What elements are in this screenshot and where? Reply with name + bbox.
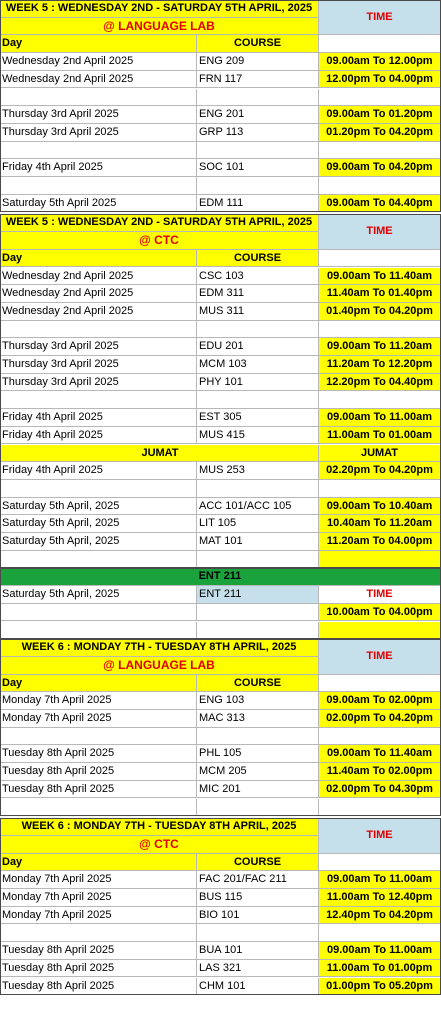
exam-row [0, 427, 441, 445]
day-cell: Saturday 5th April 2025 [0, 195, 197, 213]
empty-cell [319, 35, 441, 53]
day-cell: Thursday 3rd April 2025 [0, 374, 197, 392]
empty-cell [319, 622, 441, 640]
exam-row [0, 781, 441, 799]
exam-row [0, 303, 441, 321]
empty-cell [0, 799, 197, 817]
time-cell: 09.00am To 11.20am [319, 338, 441, 356]
time-cell: 02.20pm To 04.20pm [319, 462, 441, 480]
exam-row [0, 159, 441, 177]
time-cell: 11.40am To 01.40pm [319, 285, 441, 303]
empty-cell [0, 142, 197, 160]
day-cell: Thursday 3rd April 2025 [0, 338, 197, 356]
day-cell: Thursday 3rd April 2025 [0, 124, 197, 142]
day-cell: Tuesday 8th April 2025 [0, 960, 197, 978]
time-cell: 11.00am To 12.40pm [319, 889, 441, 907]
empty-cell [319, 89, 441, 107]
venue-label: @ LANGUAGE LAB [0, 657, 319, 675]
day-cell: Thursday 3rd April 2025 [0, 106, 197, 124]
day-cell: Monday 7th April 2025 [0, 692, 197, 710]
time-cell: 11.20am To 04.00pm [319, 533, 441, 551]
day-cell: Wednesday 2nd April 2025 [0, 71, 197, 89]
time-cell: 01.00pm To 05.20pm [319, 978, 441, 996]
empty-cell [197, 177, 319, 195]
time-cell: 09.00am To 10.40am [319, 498, 441, 516]
course-cell: BIO 101 [197, 907, 319, 925]
ent-blank-row [0, 622, 441, 640]
empty-cell [197, 728, 319, 746]
column-header-row [0, 854, 441, 872]
exam-row [0, 409, 441, 427]
blank-row [0, 89, 441, 107]
empty-cell [319, 551, 441, 569]
day-cell: Saturday 5th April, 2025 [0, 515, 197, 533]
empty-cell [0, 924, 197, 942]
empty-cell [197, 799, 319, 817]
course-cell: MIC 201 [197, 781, 319, 799]
day-cell: Thursday 3rd April 2025 [0, 356, 197, 374]
empty-cell [319, 924, 441, 942]
blank-row [0, 142, 441, 160]
time-cell: 11.00am To 01.00pm [319, 960, 441, 978]
ent-time-cell: 10.00am To 04.00pm [319, 604, 441, 622]
time-cell: 09.00am To 11.40am [319, 745, 441, 763]
course-cell: MUS 253 [197, 462, 319, 480]
course-cell: CHM 101 [197, 978, 319, 996]
day-cell: Wednesday 2nd April 2025 [0, 285, 197, 303]
time-cell: 01.20pm To 04.20pm [319, 124, 441, 142]
empty-cell [319, 391, 441, 409]
day-cell: Monday 7th April 2025 [0, 889, 197, 907]
exam-row [0, 195, 441, 213]
day-cell: Tuesday 8th April 2025 [0, 978, 197, 996]
time-cell: 10.40am To 11.20am [319, 515, 441, 533]
empty-cell [197, 142, 319, 160]
blank-row [0, 177, 441, 195]
exam-row [0, 710, 441, 728]
ent-exam-row [0, 586, 441, 604]
blank-row [0, 391, 441, 409]
exam-row [0, 71, 441, 89]
blank-row [0, 551, 441, 569]
time-cell: 11.20am To 12.20pm [319, 356, 441, 374]
day-cell: Friday 4th April 2025 [0, 462, 197, 480]
time-column-header: TIME [319, 214, 441, 249]
day-cell: Saturday 5th April, 2025 [0, 533, 197, 551]
course-column-header: COURSE [197, 854, 319, 872]
course-cell: GRP 113 [197, 124, 319, 142]
course-cell: ACC 101/ACC 105 [197, 498, 319, 516]
empty-cell [197, 480, 319, 498]
course-cell: MCM 205 [197, 763, 319, 781]
day-column-header: Day [0, 675, 197, 693]
time-cell: 09.00am To 04.20pm [319, 159, 441, 177]
empty-cell [0, 89, 197, 107]
time-cell: 09.00am To 04.40pm [319, 195, 441, 213]
course-column-header: COURSE [197, 675, 319, 693]
exam-row [0, 745, 441, 763]
column-header-row [0, 675, 441, 693]
week-title: WEEK 6 : MONDAY 7TH - TUESDAY 8TH APRIL, 2025 [0, 818, 319, 836]
time-cell: 09.00am To 02.00pm [319, 692, 441, 710]
ent-course-cell: ENT 211 [197, 586, 319, 604]
empty-cell [197, 604, 319, 622]
ent-time-row [0, 604, 441, 622]
course-cell: LAS 321 [197, 960, 319, 978]
course-cell: MUS 415 [197, 427, 319, 445]
time-cell: 09.00am To 12.00pm [319, 53, 441, 71]
jumat-row [0, 445, 441, 463]
empty-cell [197, 321, 319, 339]
exam-row [0, 515, 441, 533]
empty-cell [319, 142, 441, 160]
day-cell: Tuesday 8th April 2025 [0, 781, 197, 799]
time-column-header: TIME [319, 639, 441, 674]
week-title: WEEK 5 : WEDNESDAY 2ND - SATURDAY 5TH APRIL, 2025 [0, 0, 319, 18]
course-cell: PHL 105 [197, 745, 319, 763]
venue-label: @ LANGUAGE LAB [0, 18, 319, 36]
course-column-header: COURSE [197, 250, 319, 268]
course-cell: MAC 313 [197, 710, 319, 728]
time-column-header: TIME [319, 0, 441, 35]
day-cell: Tuesday 8th April 2025 [0, 745, 197, 763]
ent-day-cell: Saturday 5th April, 2025 [0, 586, 197, 604]
time-cell: 12.00pm To 04.00pm [319, 71, 441, 89]
day-cell: Saturday 5th April, 2025 [0, 498, 197, 516]
exam-row [0, 871, 441, 889]
day-cell: Monday 7th April 2025 [0, 871, 197, 889]
time-cell: 09.00am To 11.00am [319, 871, 441, 889]
blank-row [0, 924, 441, 942]
exam-row [0, 338, 441, 356]
day-cell: Tuesday 8th April 2025 [0, 763, 197, 781]
time-cell: 11.40am To 02.00pm [319, 763, 441, 781]
course-cell: EDU 201 [197, 338, 319, 356]
empty-cell [319, 321, 441, 339]
exam-row [0, 124, 441, 142]
course-cell: FAC 201/FAC 211 [197, 871, 319, 889]
time-cell: 02.00pm To 04.30pm [319, 781, 441, 799]
exam-row [0, 960, 441, 978]
exam-row [0, 462, 441, 480]
day-cell: Friday 4th April 2025 [0, 159, 197, 177]
empty-cell [319, 250, 441, 268]
time-cell: 09.00am To 11.00am [319, 409, 441, 427]
time-column-header: TIME [319, 818, 441, 853]
exam-row [0, 53, 441, 71]
course-cell: EDM 111 [197, 195, 319, 213]
day-cell: Friday 4th April 2025 [0, 409, 197, 427]
blank-row [0, 321, 441, 339]
course-cell: ENG 103 [197, 692, 319, 710]
day-cell: Monday 7th April 2025 [0, 710, 197, 728]
course-cell: LIT 105 [197, 515, 319, 533]
ent-title-row [0, 568, 441, 586]
course-cell: ENG 209 [197, 53, 319, 71]
day-column-header: Day [0, 854, 197, 872]
course-cell: BUA 101 [197, 942, 319, 960]
course-cell: MAT 101 [197, 533, 319, 551]
empty-cell [0, 321, 197, 339]
empty-cell [197, 622, 319, 640]
blank-row [0, 480, 441, 498]
day-cell: Tuesday 8th April 2025 [0, 942, 197, 960]
course-cell: ENG 201 [197, 106, 319, 124]
empty-cell [319, 675, 441, 693]
exam-row [0, 285, 441, 303]
venue-label: @ CTC [0, 232, 319, 250]
day-column-header: Day [0, 250, 197, 268]
empty-cell [319, 728, 441, 746]
empty-cell [319, 480, 441, 498]
exam-row [0, 889, 441, 907]
exam-row [0, 374, 441, 392]
blank-row [0, 728, 441, 746]
exam-row [0, 978, 441, 996]
day-cell: Wednesday 2nd April 2025 [0, 303, 197, 321]
time-cell: 01.40pm To 04.20pm [319, 303, 441, 321]
day-cell: Friday 4th April 2025 [0, 427, 197, 445]
time-cell: 12.20pm To 04.40pm [319, 374, 441, 392]
empty-cell [319, 799, 441, 817]
empty-cell [197, 391, 319, 409]
empty-cell [197, 924, 319, 942]
course-cell: PHY 101 [197, 374, 319, 392]
exam-row [0, 106, 441, 124]
course-column-header: COURSE [197, 35, 319, 53]
exam-row [0, 942, 441, 960]
column-header-row [0, 35, 441, 53]
empty-cell [0, 480, 197, 498]
jumat-time-label: JUMAT [319, 445, 441, 463]
ent-section-title: ENT 211 [0, 568, 441, 586]
day-cell: Monday 7th April 2025 [0, 907, 197, 925]
time-cell: 09.00am To 11.40am [319, 268, 441, 286]
empty-cell [319, 177, 441, 195]
empty-cell [0, 177, 197, 195]
course-cell: BUS 115 [197, 889, 319, 907]
exam-row [0, 763, 441, 781]
course-cell: FRN 117 [197, 71, 319, 89]
exam-row [0, 533, 441, 551]
empty-cell [0, 622, 197, 640]
course-cell: SOC 101 [197, 159, 319, 177]
empty-cell [197, 89, 319, 107]
ent-time-header: TIME [319, 586, 441, 604]
empty-cell [0, 551, 197, 569]
course-cell: EDM 311 [197, 285, 319, 303]
exam-row [0, 692, 441, 710]
week-title: WEEK 5 : WEDNESDAY 2ND - SATURDAY 5TH APRIL, 2025 [0, 214, 319, 232]
exam-row [0, 356, 441, 374]
venue-label: @ CTC [0, 836, 319, 854]
exam-row [0, 907, 441, 925]
empty-cell [197, 551, 319, 569]
day-cell: Wednesday 2nd April 2025 [0, 268, 197, 286]
empty-cell [0, 391, 197, 409]
exam-row [0, 498, 441, 516]
blank-row [0, 799, 441, 817]
time-cell: 09.00am To 01.20pm [319, 106, 441, 124]
empty-cell [0, 604, 197, 622]
time-cell: 11.00am To 01.00am [319, 427, 441, 445]
course-cell: MUS 311 [197, 303, 319, 321]
week-title: WEEK 6 : MONDAY 7TH - TUESDAY 8TH APRIL, 2025 [0, 639, 319, 657]
column-header-row [0, 250, 441, 268]
time-cell: 02.00pm To 04.20pm [319, 710, 441, 728]
empty-cell [0, 728, 197, 746]
exam-row [0, 268, 441, 286]
course-cell: CSC 103 [197, 268, 319, 286]
day-cell: Wednesday 2nd April 2025 [0, 53, 197, 71]
course-cell: MCM 103 [197, 356, 319, 374]
time-cell: 09.00am To 11.00am [319, 942, 441, 960]
time-cell: 12.40pm To 04.20pm [319, 907, 441, 925]
empty-cell [319, 854, 441, 872]
course-cell: EST 305 [197, 409, 319, 427]
jumat-label: JUMAT [0, 445, 319, 463]
day-column-header: Day [0, 35, 197, 53]
